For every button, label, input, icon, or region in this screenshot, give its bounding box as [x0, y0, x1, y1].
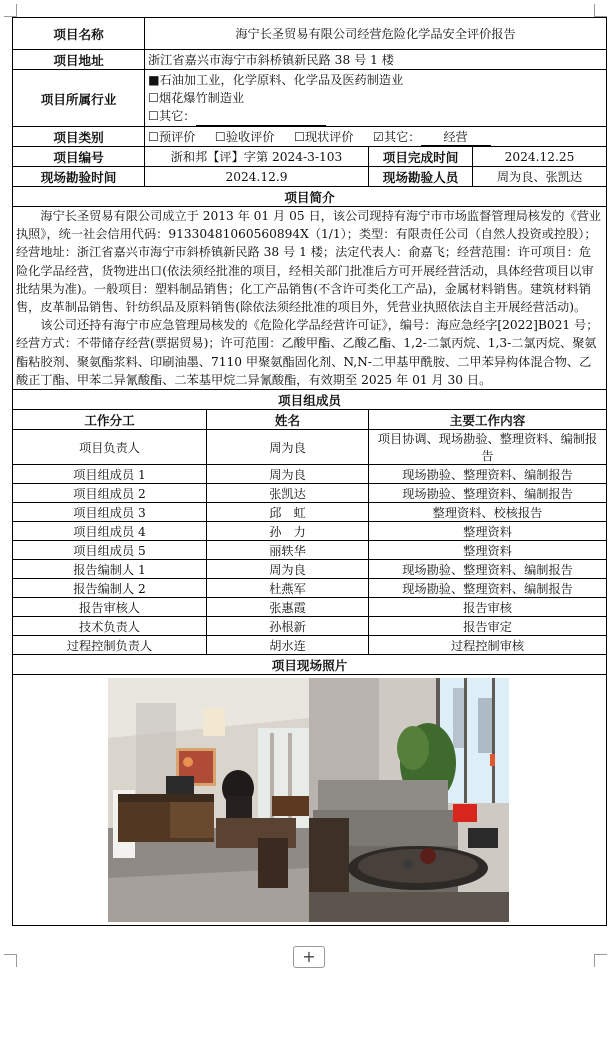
office-photo	[108, 678, 309, 922]
table-row: 项目负责人 周为良 项目协调、现场勘验、整理资料、编制报告	[13, 430, 607, 465]
intro-paragraph: 海宁长圣贸易有限公司成立于 2013 年 01 月 05 日，该公司现持有海宁市市场监督管理局核发的《营业执照》，统一社会信用代码：91330481060560894X（1/1）；类型：有限责任公司（自然人投资或控股）；经营地址：浙江省嘉兴市海宁市斜桥镇新民路 38 号 1 楼；法定代表人：俞嘉飞；经营范围：许可项目：危险化学品经营，货物进出口(依法须经批准的项目，经相关部门批准后方可开展经营活动，具体经营项目以审批结果为准)。一般项目：塑料制品销售；化工产品销售(不含许可类化工产品)，金属材料销售。建筑材料销售，皮革制品销售、针纺织品及原料销售(除依法须经批准的项目外，凭营业执照依法自主开展经营活动)。	[16, 209, 601, 315]
page-corner-mark	[594, 4, 607, 17]
industry-option-fireworks: ☐烟花爆竹制造业	[148, 90, 245, 105]
survey-time-label: 现场勘验时间	[13, 167, 145, 187]
project-name-label: 项目名称	[13, 18, 145, 50]
photos-cell	[13, 675, 607, 926]
project-address: 浙江省嘉兴市海宁市斜桥镇新民路 38 号 1 楼	[145, 50, 607, 70]
survey-time: 2024.12.9	[145, 167, 369, 187]
table-row: 项目组成员 3 邱 虹 整理资料、校核报告	[13, 503, 607, 522]
site-photo	[108, 678, 509, 922]
table-row: 项目组成员 2 张凯达 现场勘验、整理资料、编制报告	[13, 484, 607, 503]
category-acceptance-eval: 验收评价	[225, 129, 275, 144]
table-row: 项目组成员 1 周为良 现场勘验、整理资料、编制报告	[13, 465, 607, 484]
team-header-name: 姓名	[207, 410, 369, 430]
intro-body	[13, 207, 607, 390]
checkbox-empty-icon: ☐	[214, 129, 226, 144]
team-header-role: 工作分工	[13, 410, 207, 430]
intro-title: 项目简介	[13, 187, 607, 207]
survey-staff: 周为良、张凯达	[473, 167, 607, 187]
table-row: 报告编制人 2 杜燕军 现场勘验、整理资料、编制报告	[13, 579, 607, 598]
page-corner-mark	[594, 954, 607, 967]
team-header-work: 主要工作内容	[369, 410, 607, 430]
photos-title: 项目现场照片	[13, 655, 607, 675]
category-pre-eval: 预评价	[158, 129, 196, 144]
checkbox-empty-icon: ☐	[148, 90, 159, 105]
project-info-table	[12, 17, 607, 926]
project-industry-options	[145, 70, 607, 127]
project-category-label: 项目类别	[13, 127, 145, 147]
checkbox-empty-icon: ☐	[293, 129, 305, 144]
complete-time: 2024.12.25	[473, 147, 607, 167]
survey-staff-label: 现场勘验人员	[369, 167, 473, 187]
add-button[interactable]: +	[293, 946, 325, 968]
checkbox-empty-icon: ☐	[148, 129, 159, 144]
table-row: 技术负责人 孙根新 报告审定	[13, 617, 607, 636]
table-row: 项目组成员 4 孙 力 整理资料	[13, 522, 607, 541]
intro-paragraph: 该公司还持有海宁市应急管理局核发的《危险化学品经营许可证》，编号：海应急经字[2022]B021 号；经营方式：不带储存经营(票据贸易)；许可范围：乙酸甲酯、乙酸乙酯、1,2-二氯丙烷、1,3-二氯丙烷、聚氨酯粘胶剂、聚氨酯浆料、印刷油墨、7110 甲聚氨酯固化剂、N,N-二甲基甲酰胺、二甲苯异构体混合物、乙酸正丁酯、甲苯二异氰酸酯、二苯基甲烷二异氰酸酯，有效期至 2025 年 01 月 30 日。	[16, 318, 599, 387]
checkbox-checked-icon: ☑	[373, 129, 384, 144]
table-row: 报告编制人 1 周为良 现场勘验、整理资料、编制报告	[13, 560, 607, 579]
category-other: 其它：	[383, 129, 421, 144]
table-row: 报告审核人 张惠霞 报告审核	[13, 598, 607, 617]
project-category-options	[145, 127, 607, 147]
table-row: 项目组成员 5 丽轶华 整理资料	[13, 541, 607, 560]
category-other-value: 经营	[421, 128, 491, 146]
industry-option-other: ☐其它：	[148, 107, 603, 126]
project-number-label: 项目编号	[13, 147, 145, 167]
sofa-photo	[309, 678, 509, 922]
project-name: 海宁长圣贸易有限公司经营危险化学品安全评价报告	[145, 18, 607, 50]
project-number: 浙和邦【评】字第 2024-3-103	[145, 147, 369, 167]
industry-option-petrochemical: ■石油加工业，化学原料、化学品及医药制造业	[148, 72, 404, 87]
project-address-label: 项目地址	[13, 50, 145, 70]
page-corner-mark	[4, 954, 17, 967]
checkbox-checked-icon: ■	[148, 72, 160, 87]
table-row: 过程控制负责人 胡水连 过程控制审核	[13, 636, 607, 655]
industry-other-blank	[196, 107, 326, 126]
complete-time-label: 项目完成时间	[369, 147, 473, 167]
checkbox-empty-icon: ☐	[148, 108, 159, 123]
project-industry-label: 项目所属行业	[13, 70, 145, 127]
team-title: 项目组成员	[13, 390, 607, 410]
category-status-eval: 现状评价	[304, 129, 354, 144]
page-corner-mark	[4, 4, 17, 17]
